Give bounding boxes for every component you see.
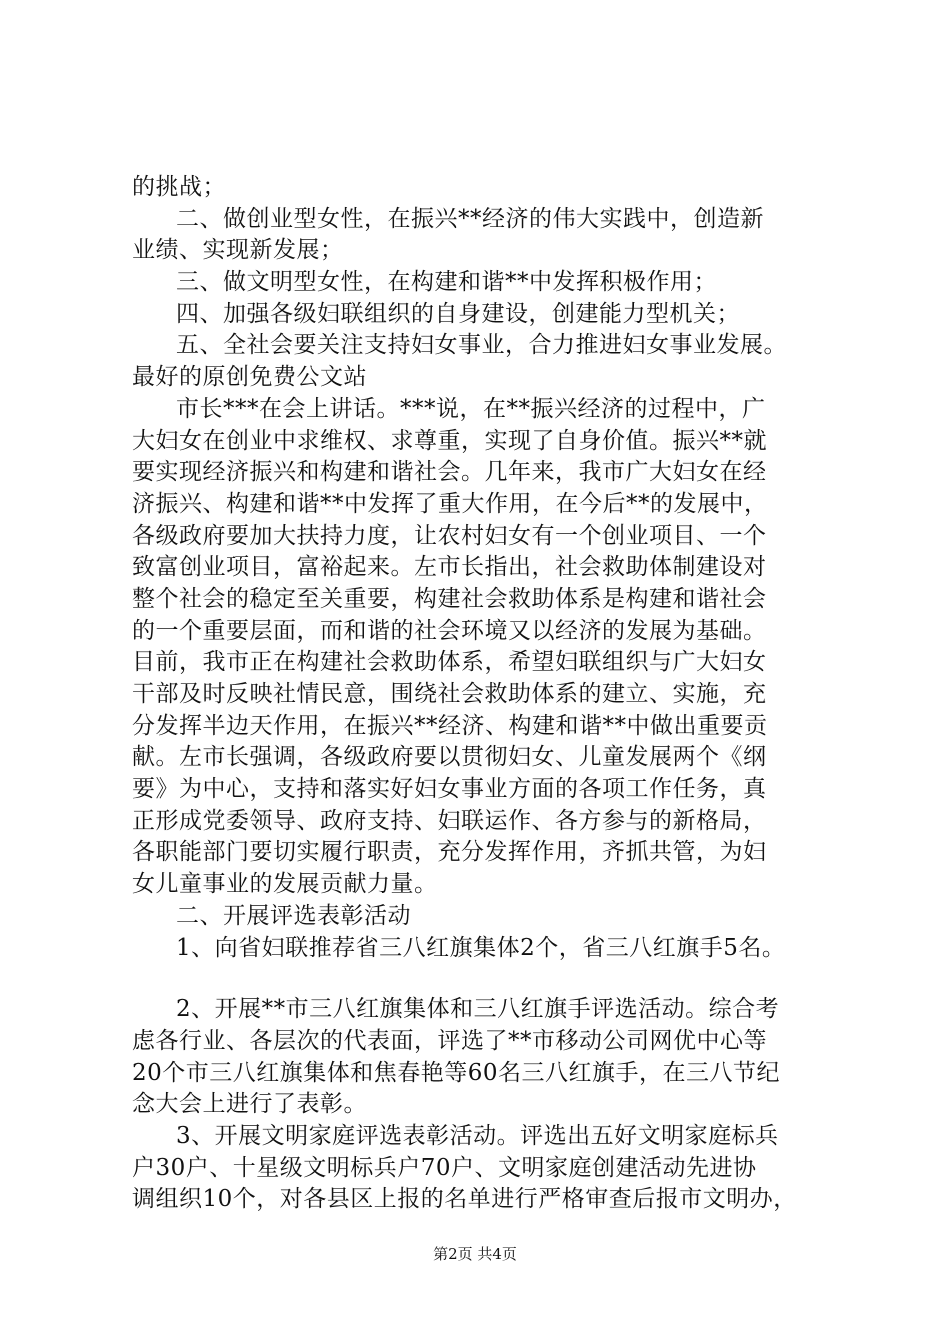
- section-heading: 二、开展评选表彰活动: [176, 902, 411, 929]
- paragraph-gap: [132, 964, 832, 994]
- text-line: 目前，我市正在构建社会救助体系，希望妇联组织与广大妇女: [132, 649, 767, 676]
- text-line: 的一个重要层面，而和谐的社会环境又以经济的发展为基础。: [132, 617, 767, 644]
- text-line: 整个社会的稳定至关重要，构建社会救助体系是构建和谐社会: [132, 585, 767, 612]
- text-line: 的挑战；: [132, 174, 226, 200]
- text-line: 户30户、十星级文明标兵户70户、文明家庭创建活动先进协: [132, 1154, 757, 1181]
- document-body: [132, 172, 832, 1216]
- text-line: 五、全社会要关注支持妇女事业，合力推进妇女事业发展。: [176, 332, 787, 359]
- text-line: 调组织10个，对各县区上报的名单进行严格审查后报市文明办，: [132, 1186, 797, 1213]
- text-line: 要实现经济振兴和构建和谐社会。几年来，我市广大妇女在经: [132, 459, 767, 486]
- text-line: 献。左市长强调，各级政府要以贯彻妇女、儿童发展两个《纲: [132, 744, 767, 771]
- page-number: 第2页 共4页: [433, 1245, 517, 1263]
- text-line: 各级政府要加大扶持力度，让农村妇女有一个创业项目、一个: [132, 522, 767, 549]
- text-line: 2、开展**市三八红旗集体和三八红旗手评选活动。综合考: [176, 996, 780, 1023]
- text-line: 四、加强各级妇联组织的自身建设，创建能力型机关；: [176, 300, 740, 327]
- text-line: 分发挥半边天作用，在振兴**经济、构建和谐**中做出重要贡: [132, 712, 768, 739]
- text-line: 三、做文明型女性，在构建和谐**中发挥积极作用；: [176, 269, 717, 296]
- text-line: 要》为中心，支持和落实好妇女事业方面的各项工作任务，真: [132, 776, 767, 803]
- text-line: 念大会上进行了表彰。: [132, 1091, 367, 1118]
- text-line: 干部及时反映社情民意，围绕社会救助体系的建立、实施，充: [132, 681, 767, 707]
- text-line: 市长***在会上讲话。***说，在**振兴经济的过程中，广: [176, 395, 766, 422]
- text-line: 二、做创业型女性，在振兴**经济的伟大实践中，创造新: [176, 205, 764, 232]
- text-line: 3、开展文明家庭评选表彰活动。评选出五好文明家庭标兵: [176, 1122, 779, 1149]
- text-line: 各职能部门要切实履行职责，充分发挥作用，齐抓共管，为妇: [132, 839, 767, 866]
- text-line: 最好的原创免费公文站: [132, 364, 367, 391]
- text-line: 1、向省妇联推荐省三八红旗集体2个，省三八红旗手5名。: [176, 934, 786, 961]
- text-line: 济振兴、构建和谐**中发挥了重大作用，在今后**的发展中，: [132, 490, 768, 517]
- text-line: 业绩、实现新发展；: [132, 237, 344, 264]
- text-line: 大妇女在创业中求维权、求尊重，实现了自身价值。振兴**就: [132, 427, 767, 454]
- page-footer: [0, 1243, 950, 1264]
- text-line: 致富创业项目，富裕起来。左市长指出，社会救助体制建设对: [132, 554, 767, 581]
- text-line: 女儿童事业的发展贡献力量。: [132, 871, 438, 898]
- text-line: 正形成党委领导、政府支持、妇联运作、各方参与的新格局，: [132, 807, 767, 834]
- text-line: 20个市三八红旗集体和焦春艳等60名三八红旗手，在三八节纪: [132, 1059, 781, 1086]
- text-line: 虑各行业、各层次的代表面，评选了**市移动公司网优中心等: [132, 1027, 767, 1054]
